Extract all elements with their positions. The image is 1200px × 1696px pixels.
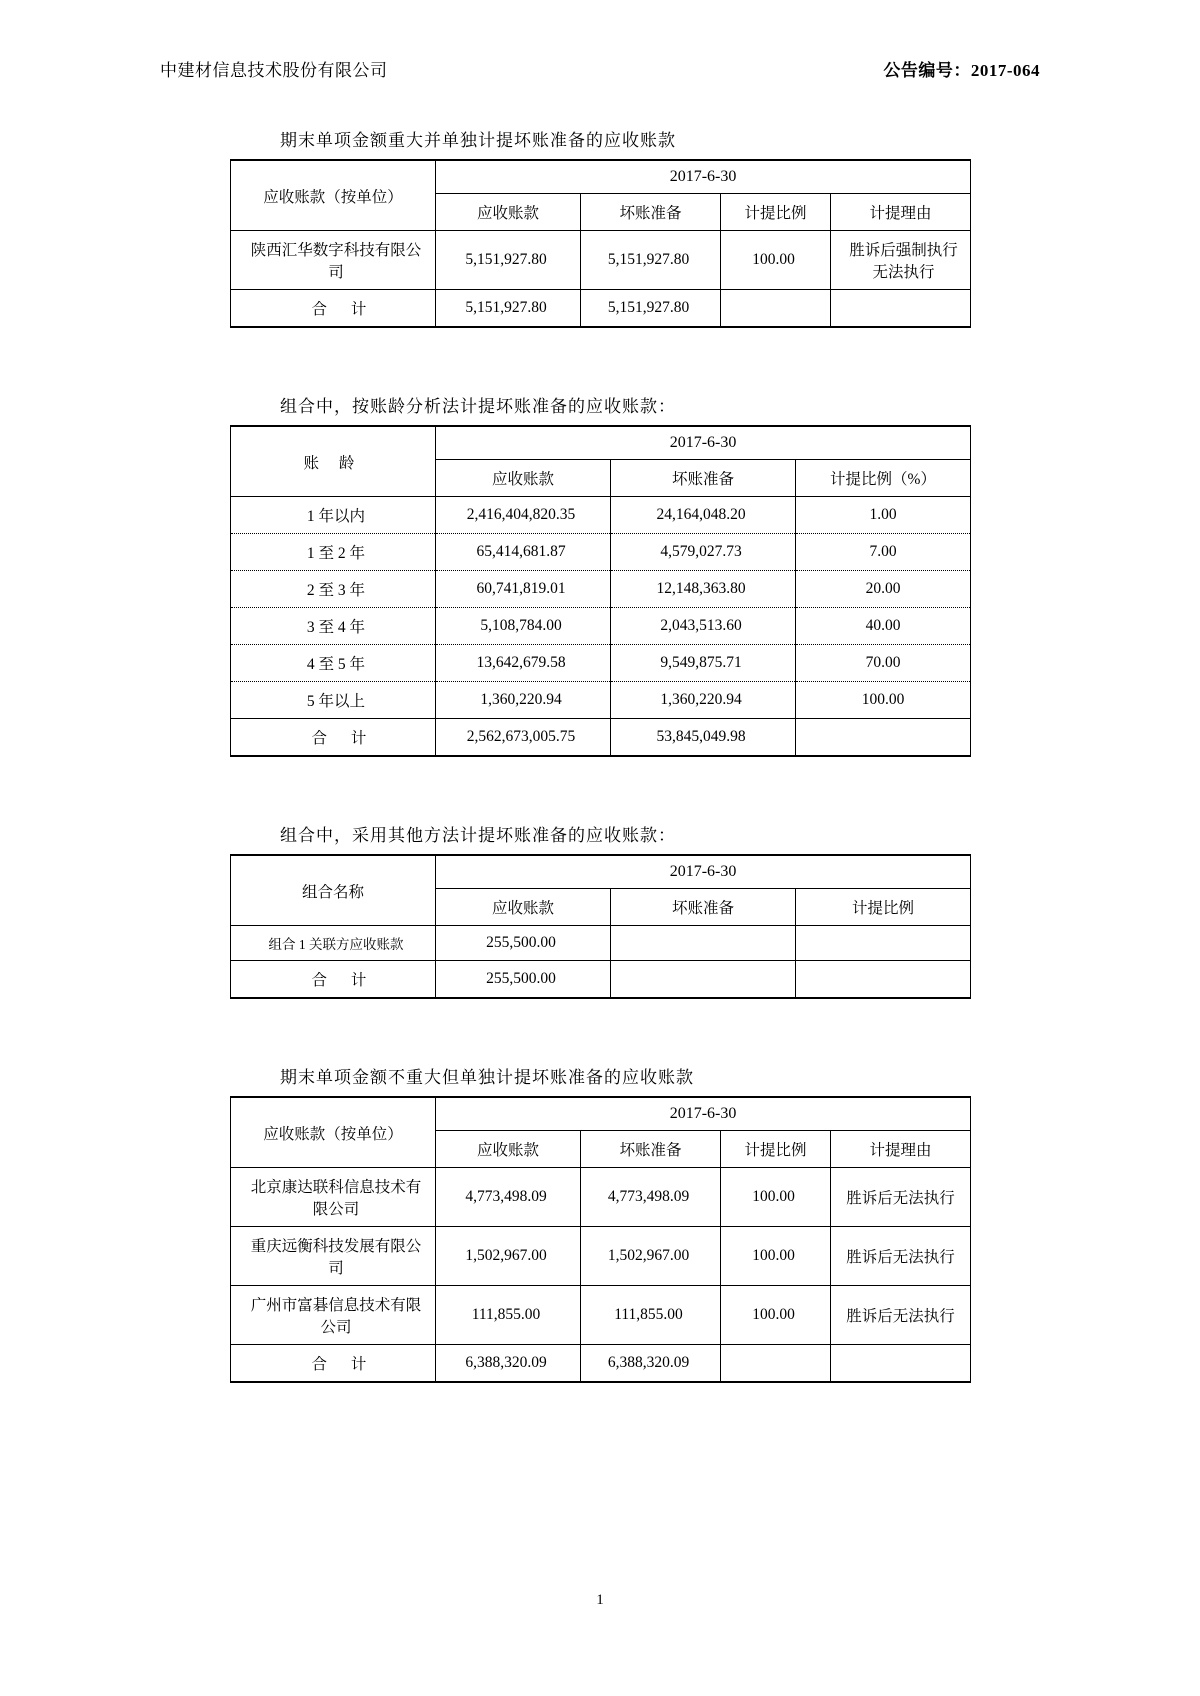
row-baddebt: 1,502,967.00 [581, 1227, 721, 1286]
total-ratio [796, 719, 971, 757]
table-other-method [230, 854, 971, 999]
total-label: 合 计 [231, 1345, 436, 1383]
row-ratio: 100.00 [796, 682, 971, 719]
row-name: 2 至 3 年 [231, 571, 436, 608]
total-label: 合 计 [231, 290, 436, 328]
total-baddebt [611, 961, 796, 999]
row-ratio: 40.00 [796, 608, 971, 645]
row-name: 重庆远衡科技发展有限公司 [231, 1227, 436, 1286]
row-ratio: 100.00 [721, 231, 831, 290]
header-group-name: 组合名称 [231, 855, 436, 926]
row-ratio: 100.00 [721, 1168, 831, 1227]
header-baddebt: 坏账准备 [611, 460, 796, 497]
table-row [231, 497, 971, 534]
header-ratio: 计提比例 [721, 194, 831, 231]
announcement-number: 公告编号：2017-064 [883, 61, 1040, 80]
row-baddebt: 1,360,220.94 [611, 682, 796, 719]
row-baddebt: 2,043,513.60 [611, 608, 796, 645]
table-header-row [231, 426, 971, 460]
table-row [231, 682, 971, 719]
row-reason: 胜诉后强制执行无法执行 [831, 231, 971, 290]
table-row [231, 1227, 971, 1286]
row-receivable: 2,416,404,820.35 [436, 497, 611, 534]
table-major-individual-provision [230, 159, 971, 328]
row-name: 北京康达联科信息技术有限公司 [231, 1168, 436, 1227]
row-baddebt: 111,855.00 [581, 1286, 721, 1345]
row-receivable: 60,741,819.01 [436, 571, 611, 608]
table-row [231, 1286, 971, 1345]
header-baddebt: 坏账准备 [611, 889, 796, 926]
total-ratio [796, 961, 971, 999]
header-receivable: 应收账款 [436, 889, 611, 926]
row-name: 组合 1 关联方应收账款 [231, 926, 436, 961]
table-total-row [231, 290, 971, 328]
row-reason: 胜诉后无法执行 [831, 1168, 971, 1227]
row-reason: 胜诉后无法执行 [831, 1286, 971, 1345]
table-row [231, 231, 971, 290]
row-ratio: 100.00 [721, 1227, 831, 1286]
row-ratio: 70.00 [796, 645, 971, 682]
row-name: 1 年以内 [231, 497, 436, 534]
header-unit: 应收账款（按单位） [231, 160, 436, 231]
total-ratio [721, 290, 831, 328]
section-minor-individual-provision [230, 1057, 970, 1383]
row-name: 广州市富碁信息技术有限公司 [231, 1286, 436, 1345]
header-ratio: 计提比例 [721, 1131, 831, 1168]
row-baddebt: 24,164,048.20 [611, 497, 796, 534]
page-number: 1 [596, 1592, 604, 1608]
section-major-individual-provision [230, 120, 970, 328]
row-baddebt: 12,148,363.80 [611, 571, 796, 608]
table-aging-analysis [230, 425, 971, 757]
table-header-row [231, 855, 971, 889]
table-row [231, 926, 971, 961]
row-ratio: 7.00 [796, 534, 971, 571]
row-ratio: 1.00 [796, 497, 971, 534]
header-baddebt: 坏账准备 [581, 194, 721, 231]
row-baddebt: 4,579,027.73 [611, 534, 796, 571]
row-receivable: 5,108,784.00 [436, 608, 611, 645]
header-period: 2017-6-30 [436, 160, 971, 194]
page-header [160, 56, 1040, 81]
row-receivable: 255,500.00 [436, 926, 611, 961]
header-receivable: 应收账款 [436, 194, 581, 231]
header-receivable: 应收账款 [436, 460, 611, 497]
header-aging: 账 龄 [231, 426, 436, 497]
row-receivable: 5,151,927.80 [436, 231, 581, 290]
row-name: 5 年以上 [231, 682, 436, 719]
header-reason: 计提理由 [831, 194, 971, 231]
table-header-row [231, 1097, 971, 1131]
table-total-row [231, 961, 971, 999]
header-ratio: 计提比例（%） [796, 460, 971, 497]
total-label: 合 计 [231, 961, 436, 999]
company-name: 中建材信息技术股份有限公司 [160, 61, 388, 81]
row-receivable: 1,360,220.94 [436, 682, 611, 719]
total-baddebt: 6,388,320.09 [581, 1345, 721, 1383]
section-aging-analysis-provision [230, 386, 970, 757]
row-baddebt [611, 926, 796, 961]
section-title: 期末单项金额不重大但单独计提坏账准备的应收账款 [280, 1068, 694, 1087]
section-title: 组合中，采用其他方法计提坏账准备的应收账款： [280, 826, 676, 845]
row-name: 3 至 4 年 [231, 608, 436, 645]
total-reason [831, 290, 971, 328]
row-reason: 胜诉后无法执行 [831, 1227, 971, 1286]
row-name: 1 至 2 年 [231, 534, 436, 571]
table-row [231, 608, 971, 645]
row-receivable: 1,502,967.00 [436, 1227, 581, 1286]
table-row [231, 645, 971, 682]
row-baddebt: 9,549,875.71 [611, 645, 796, 682]
header-unit: 应收账款（按单位） [231, 1097, 436, 1168]
document-content [0, 120, 1200, 1383]
section-other-method-provision [230, 815, 970, 999]
row-ratio: 100.00 [721, 1286, 831, 1345]
row-receivable: 111,855.00 [436, 1286, 581, 1345]
header-ratio: 计提比例 [796, 889, 971, 926]
table-header-row [231, 160, 971, 194]
header-period: 2017-6-30 [436, 1097, 971, 1131]
total-receivable: 255,500.00 [436, 961, 611, 999]
total-receivable: 2,562,673,005.75 [436, 719, 611, 757]
section-title: 组合中，按账龄分析法计提坏账准备的应收账款： [280, 397, 676, 416]
total-label: 合 计 [231, 719, 436, 757]
total-baddebt: 53,845,049.98 [611, 719, 796, 757]
row-receivable: 4,773,498.09 [436, 1168, 581, 1227]
header-period: 2017-6-30 [436, 855, 971, 889]
table-total-row [231, 719, 971, 757]
table-row [231, 571, 971, 608]
row-receivable: 65,414,681.87 [436, 534, 611, 571]
table-minor-individual-provision [230, 1096, 971, 1383]
header-baddebt: 坏账准备 [581, 1131, 721, 1168]
total-baddebt: 5,151,927.80 [581, 290, 721, 328]
row-receivable: 13,642,679.58 [436, 645, 611, 682]
header-period: 2017-6-30 [436, 426, 971, 460]
row-ratio: 20.00 [796, 571, 971, 608]
row-baddebt: 4,773,498.09 [581, 1168, 721, 1227]
row-ratio [796, 926, 971, 961]
table-row [231, 1168, 971, 1227]
row-name: 陕西汇华数字科技有限公司 [231, 231, 436, 290]
total-ratio [721, 1345, 831, 1383]
row-baddebt: 5,151,927.80 [581, 231, 721, 290]
section-title: 期末单项金额重大并单独计提坏账准备的应收账款 [280, 131, 676, 150]
total-receivable: 6,388,320.09 [436, 1345, 581, 1383]
table-total-row [231, 1345, 971, 1383]
row-name: 4 至 5 年 [231, 645, 436, 682]
total-receivable: 5,151,927.80 [436, 290, 581, 328]
total-reason [831, 1345, 971, 1383]
header-reason: 计提理由 [831, 1131, 971, 1168]
header-receivable: 应收账款 [436, 1131, 581, 1168]
table-row [231, 534, 971, 571]
